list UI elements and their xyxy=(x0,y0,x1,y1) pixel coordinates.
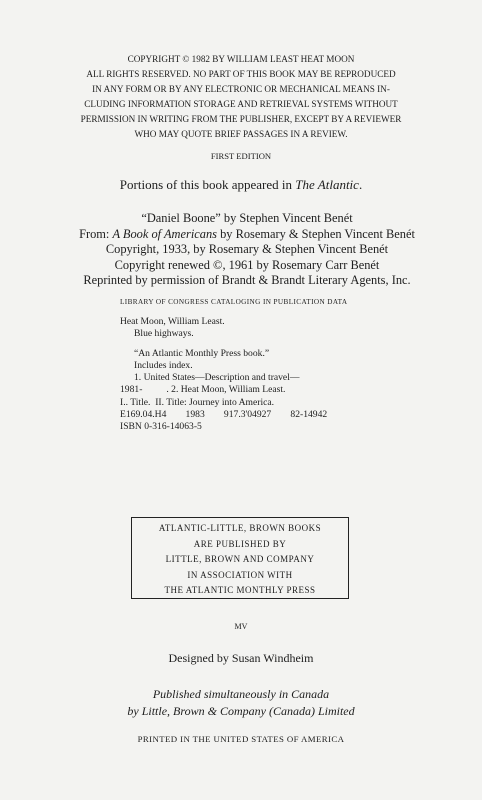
cip-note: “An Atlantic Monthly Press book.” xyxy=(134,347,270,359)
publisher-line: IN ASSOCIATION WITH xyxy=(187,569,293,580)
publisher-box xyxy=(131,517,349,599)
published-line: Published simultaneously in Canada xyxy=(152,687,330,701)
cip-classification: E169.04.H4 1983 917.3'04927 82-14942 xyxy=(120,409,328,421)
portions-notice xyxy=(0,177,482,193)
credit-line: “Daniel Boone” by Stephen Vincent Benét xyxy=(141,211,353,225)
canada-publication xyxy=(0,686,482,720)
published-line: by Little, Brown & Company (Canada) Limited xyxy=(127,704,355,718)
book-title: A Book of Americans xyxy=(112,226,217,241)
cip-data-block xyxy=(120,316,420,434)
magazine-title: The Atlantic xyxy=(295,177,359,192)
printer-code: MV xyxy=(234,622,248,631)
copyright-line: CLUDING INFORMATION STORAGE AND RETRIEVAL SYSTEMS WITHOUT xyxy=(84,99,398,109)
cip-title: Blue highways. xyxy=(134,328,194,340)
credit-rest: by Rosemary & Stephen Vincent Benét xyxy=(216,226,415,241)
copyright-line: WHO MAY QUOTE BRIEF PASSAGES IN A REVIEW. xyxy=(134,129,348,139)
credit-line xyxy=(52,227,442,243)
copyright-line: ALL RIGHTS RESERVED. NO PART OF THIS BOOK MAY BE REPRODUCED xyxy=(86,69,396,79)
copyright-line: PERMISSION IN WRITING FROM THE PUBLISHER, EXCEPT BY A REVIEWER xyxy=(80,114,402,124)
portions-text: Portions of this book appeared in xyxy=(119,177,296,192)
publisher-line: ARE PUBLISHED BY xyxy=(193,538,287,549)
cip-author: Heat Moon, William Least. xyxy=(120,316,225,327)
credit-prefix: From: xyxy=(79,226,113,241)
publisher-line: THE ATLANTIC MONTHLY PRESS xyxy=(164,585,316,596)
permissions-credits xyxy=(52,211,442,289)
printed-in: PRINTED IN THE UNITED STATES OF AMERICA xyxy=(137,734,345,744)
cip-subject: 1981- . 2. Heat Moon, William Least. xyxy=(120,384,286,396)
credit-line: Reprinted by permission of Brandt & Brandt Literary Agents, Inc. xyxy=(83,273,411,287)
cip-note: Includes index. xyxy=(134,359,193,371)
cip-heading: LIBRARY OF CONGRESS CATALOGING IN PUBLICATION DATA xyxy=(120,298,348,306)
copyright-line: COPYRIGHT © 1982 BY WILLIAM LEAST HEAT MOON xyxy=(127,54,355,64)
cip-spacer xyxy=(120,341,420,348)
cip-subject: 1. United States—Description and travel— xyxy=(134,372,300,384)
designer-credit: Designed by Susan Windheim xyxy=(168,651,314,665)
publisher-line: LITTLE, BROWN AND COMPANY xyxy=(165,554,315,565)
cip-isbn: ISBN 0-316-14063-5 xyxy=(120,421,202,433)
credit-line: Copyright renewed ©, 1961 by Rosemary Carr Benét xyxy=(114,257,380,272)
cip-subject: I.. Title. II. Title: Journey into America. xyxy=(120,396,275,408)
copyright-line: IN ANY FORM OR BY ANY ELECTRONIC OR MECHANICAL MEANS IN- xyxy=(92,84,390,94)
credit-line: Copyright, 1933, by Rosemary & Stephen Vincent Benét xyxy=(105,242,389,256)
copyright-notice xyxy=(40,52,442,142)
portions-end: . xyxy=(358,177,363,192)
publisher-line: ATLANTIC-LITTLE, BROWN BOOKS xyxy=(158,523,322,533)
first-edition: FIRST EDITION xyxy=(210,151,272,161)
